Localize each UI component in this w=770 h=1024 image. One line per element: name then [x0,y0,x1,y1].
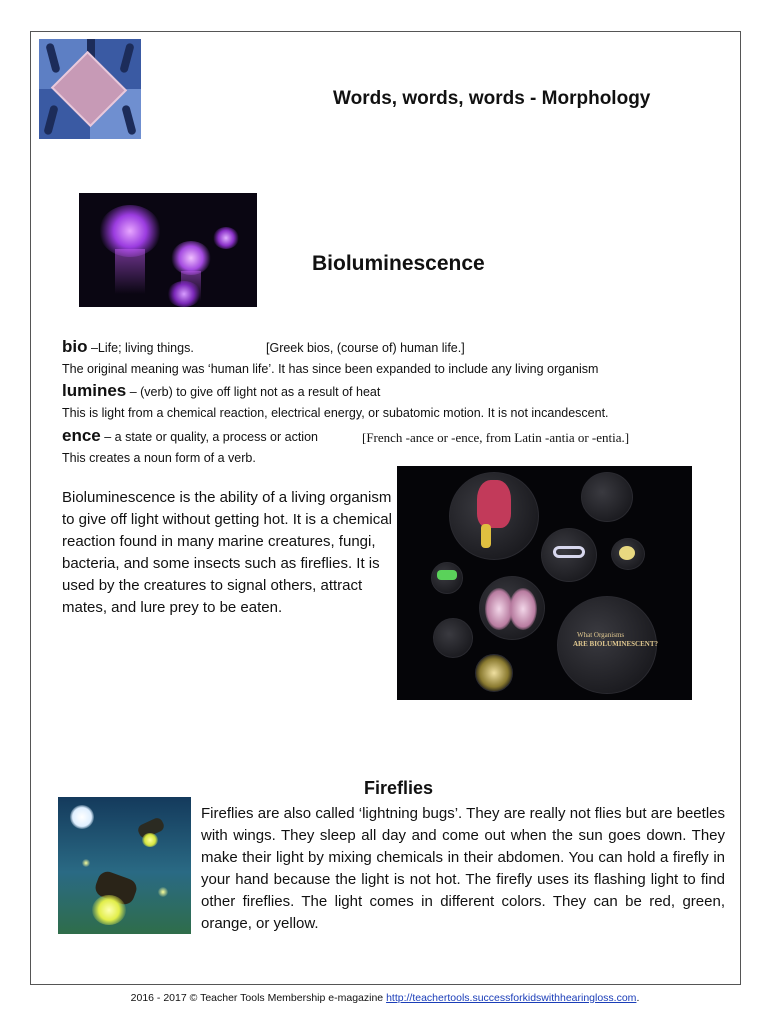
morpheme-note: This is light from a chemical reaction, electrical energy, or subatomic motion. It is not incandescent. [62,406,609,420]
morpheme-definition: –Life; living things. [87,341,194,355]
morpheme-definition: – (verb) to give off light not as a result of heat [126,385,381,399]
fireflies-image [58,797,191,934]
footer-link[interactable]: http://teachertools.successforkidswithhearingloss.com [386,992,637,1004]
morpheme-definition: – a state or quality, a process or action [100,430,318,444]
exhibit-heading-2: ARE BIOLUMINESCENT? [573,640,658,648]
exhibit-heading-1: What Organisms [577,631,625,639]
morpheme-bio-line [62,337,465,357]
morpheme-term: bio [62,337,88,356]
morpheme-term: ence [62,426,101,445]
fireflies-title: Fireflies [364,778,434,798]
magazine-logo [39,39,141,139]
section-title: Bioluminescence [312,252,485,275]
document-title: Words, words, words - Morphology [333,88,651,109]
morpheme-lumines-line [62,381,380,401]
fireflies-paragraph: Fireflies are also called ‘lightning bugs’. They are really not flies but are beetles with wings. They sleep all day and come out when the sun goes down. They make their light by mixing chemicals in their abdomen. You can hold a firefly in your hand because the light is not hot. The firefly uses its flashing light to find other fireflies. The light comes in different colors. They can be red, green, orange, or yellow. [201,805,725,932]
morpheme-etymology: [Greek bios, (course of) human life.] [266,341,465,355]
bioluminescence-paragraph: Bioluminescence is the ability of a living organism to give off light without getting hot. It is a chemical reaction found in many marine creatures, fungi, bacteria, and some insects such as fireflies. It is used by the creatures to signal others, attract mates, and lure prey to be eaten. [62,489,392,616]
bioluminescent-organisms-image [397,466,692,700]
footer-trailing: . [636,992,640,1004]
morpheme-note: The original meaning was ‘human life’. It has since been expanded to include any living organism [62,362,599,376]
footer-text: 2016 - 2017 © Teacher Tools Membership e-magazine [130,992,387,1004]
morpheme-ence-line [62,426,630,446]
jellyfish-image [79,193,257,307]
morpheme-term: lumines [62,381,127,400]
footer [0,992,770,1004]
morpheme-etymology: [French -ance or -ence, from Latin -antia or -entia.] [362,430,630,445]
morpheme-note: This creates a noun form of a verb. [62,451,256,465]
